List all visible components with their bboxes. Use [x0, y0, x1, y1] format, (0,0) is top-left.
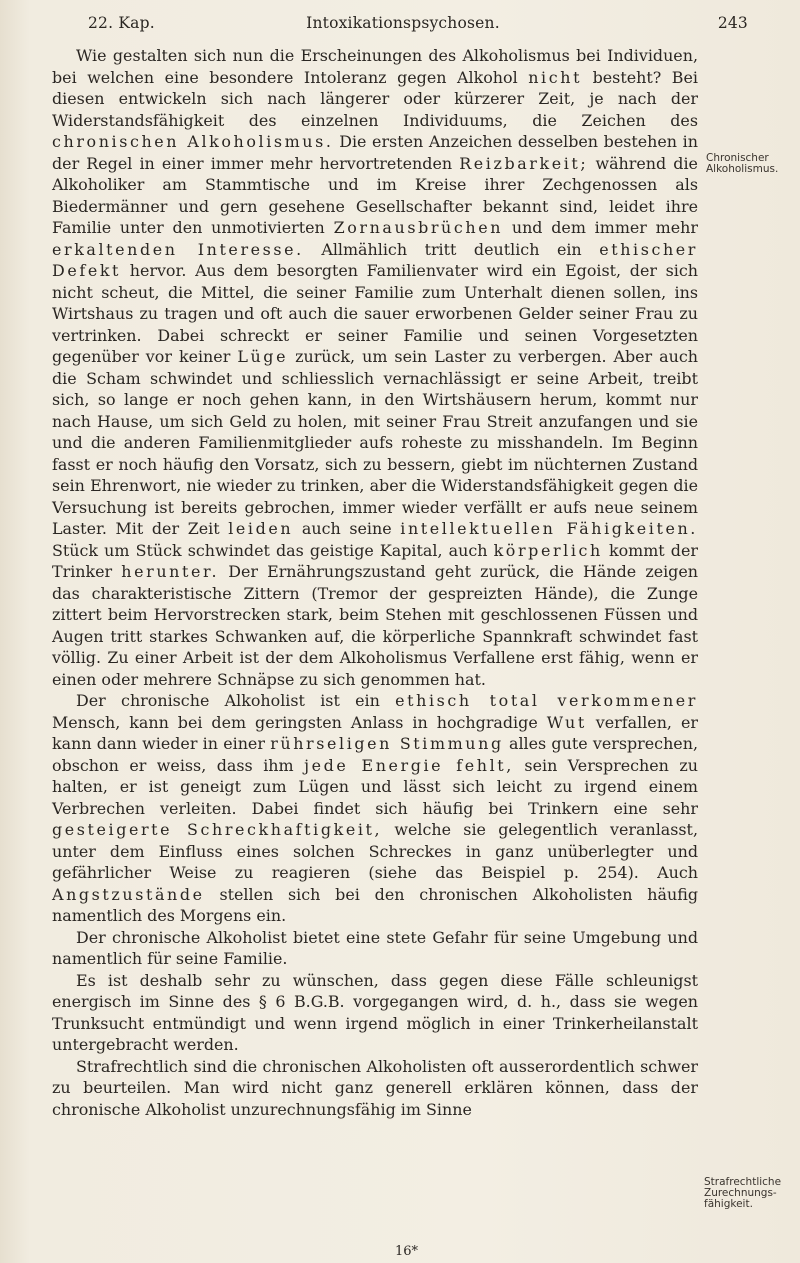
paragraph-1 — [52, 45, 698, 690]
page-number: 243 — [717, 14, 748, 32]
text-run: hervor. Aus dem besorgten Familienvater wird ein Egoist, der sich nicht scheut, die Mittel, die seiner Familie zum Unterhalt dienen sollen, ins Wirtshaus zu tragen und oft auch die sauer erworbenen Gelder seiner Frau zu vertrinken. Dabei schreckt er seiner Familie und seinen Vorgesetzten gegenüber vor keiner — [52, 261, 698, 366]
text-run: alles gute versprechen, obschon er weiss, dass ihm — [52, 734, 698, 775]
emphasis: herunter. — [121, 562, 220, 581]
chapter-title: Intoxikationspsychosen. — [306, 14, 500, 32]
margin-note-chronic: Chronischer Alkoholismus. — [706, 152, 779, 175]
text-run: und dem immer mehr — [511, 218, 698, 237]
paragraph-2 — [52, 690, 698, 927]
emphasis: ethisch total verkommener — [395, 691, 699, 710]
emphasis: chronischen Alkoholismus. — [52, 132, 334, 151]
emphasis: rührseligen Stimmung — [270, 734, 504, 753]
emphasis: gesteigerte Schreckhaftigkeit, — [52, 820, 383, 839]
text-run: Stück um Stück schwindet das geistige Kapital, auch — [52, 540, 488, 560]
sheet-signature: 16* — [395, 1244, 419, 1259]
emphasis: Wut — [546, 712, 587, 732]
text-run: auch seine — [301, 519, 392, 538]
paragraph-5: Strafrechtlich sind die chronischen Alkoholisten oft ausserordentlich schwer zu beurteilen. Man wird nicht ganz generell erklären können, dass der chronische Alkoholist unzurechnungsfähig im Sinne — [52, 1056, 698, 1119]
text-run: während die Alkoholiker am Stammtische und im Kreise ihrer Zechgenossen als Biedermänner und gern gesehene Gesellschafter bekannt sind, leidet ihre Familie unter den unmotivierten — [52, 153, 698, 237]
emphasis: leiden — [228, 519, 294, 538]
running-header — [58, 14, 748, 36]
paragraph-4: Es ist deshalb sehr zu wünschen, dass gegen diese Fälle schleunigst energisch im Sinne des § 6 B.G.B. vorgegangen wird, d. h., dass sie wegen Trunksucht entmündigt und wenn irgend möglich in einer Trinkerheilanstalt untergebracht werden. — [52, 970, 698, 1054]
text-run: sein Versprechen zu halten, er ist geneigt zum Lügen und lässt sich leicht zu irgend einem Verbrechen verleiten. Dabei findet sich häufig bei Trinkern eine sehr — [52, 755, 698, 818]
paragraph-3: Der chronische Alkoholist bietet eine stete Gefahr für seine Umgebung und namentlich für seine Familie. — [52, 927, 698, 968]
emphasis: jede Energie fehlt, — [304, 755, 514, 775]
text-run: Allmählich tritt deutlich ein — [321, 239, 582, 259]
emphasis: intellektuellen Fähigkeiten. — [400, 519, 698, 538]
text-run: Wie gestalten sich nun die Erscheinungen des Alkoholismus bei Individuen, bei welchen eine besondere Intoleranz gegen Alkohol — [52, 46, 698, 87]
text-run: verfallen, er kann dann wieder in einer — [52, 712, 698, 753]
emphasis: Lüge — [237, 347, 289, 366]
text-run: kommt der Trinker — [52, 540, 698, 581]
emphasis: erkaltenden Interesse. — [52, 239, 304, 259]
emphasis: körperlich — [493, 540, 603, 560]
text-run: Mensch, kann bei dem geringsten Anlass in hochgradige — [52, 712, 538, 732]
text-run: zurück, um sein Laster zu verbergen. Aber auch die Scham schwindet und schliesslich vernachlässigt er seine Arbeit, treibt sich, so lange er noch gehen kann, in den Wirtshäusern herum, kommt nur nach Hause, um sich Geld zu holen, mit seiner Frau Streit anzufangen und sie und die anderen Familienmitglieder aufs roheste zu misshandeln. Im Beginn fasst er noch häufig den Vorsatz, sich zu bessern, giebt im nüchternen Zustand sein Ehrenwort, nie wieder zu trinken, aber die Widerstandsfähigkeit gegen die Versuchung ist bereits gebrochen, immer wieder verfällt er aufs neue seinem Laster. Mit der Zeit — [52, 347, 698, 538]
chapter-label: 22. Kap. — [88, 14, 155, 32]
text-run: Der Ernährungszustand geht zurück, die Hände zeigen das charakteristische Zittern (Tremor der gespreizten Hände), die Zunge zittert beim Hervorstrecken stark, beim Stehen mit geschlossenen Füssen und Augen tritt starkes Schwanken auf, die körperliche Spannkraft schwindet fast völlig. Zu einer Arbeit ist der dem Alkoholismus Verfallene erst fähig, wenn er einen oder mehrere Schnäpse zu sich genommen hat. — [52, 562, 698, 689]
text-run: stellen sich bei den chronischen Alkoholisten häufig namentlich des Morgens ein. — [52, 884, 699, 925]
text-run: Der chronische Alkoholist ist ein — [76, 691, 380, 710]
emphasis: Reizbarkeit; — [459, 153, 589, 173]
margin-note-legal: Strafrechtliche Zurechnungs-fähigkeit. — [704, 1176, 782, 1210]
emphasis: nicht — [528, 67, 583, 87]
emphasis: Zornausbrüchen — [333, 218, 504, 237]
text-run: welche sie gelegentlich veranlasst, unter dem Einfluss eines solchen Schreckes in ganz unüberlegter und gefährlicher Weise zu reagieren (siehe das Beispiel p. 254). Auch — [52, 820, 698, 882]
text-run: Die ersten Anzeichen desselben bestehen in der Regel in einer immer mehr hervortretenden — [52, 132, 698, 173]
emphasis: ethischer Defekt — [52, 239, 698, 280]
emphasis: Angstzustände — [52, 884, 205, 904]
main-text — [52, 45, 698, 1120]
text-run: besteht? Bei diesen entwickeln sich nach längerer oder kürzerer Zeit, je nach der Widerstandsfähigkeit des einzelnen Individuums, die Zeichen des — [52, 67, 698, 130]
